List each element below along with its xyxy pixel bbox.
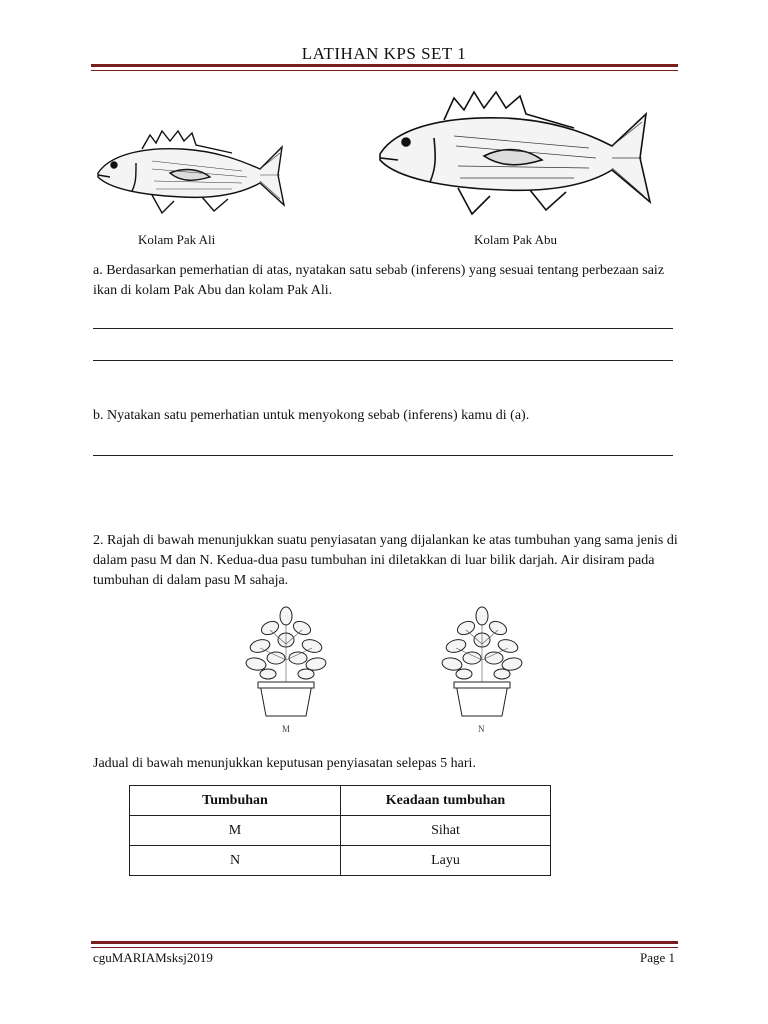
table-cell: Layu — [341, 846, 551, 876]
header-rule-thick — [91, 64, 678, 67]
answer-line-1a-2 — [93, 360, 673, 361]
plant-m-label: M — [282, 724, 291, 734]
footer-page-number: Page 1 — [639, 950, 675, 965]
answer-line-1a-1 — [93, 328, 673, 329]
table-row — [130, 846, 551, 876]
header-rule-thin — [91, 70, 678, 71]
fish-caption-right: Kolam Pak Abu — [474, 232, 558, 247]
table-header-row — [130, 786, 551, 816]
plant-n-illustration — [436, 604, 528, 738]
footer-rule-thick — [91, 941, 678, 944]
footer-rule-thin — [91, 947, 678, 948]
small-fish-illustration — [92, 125, 288, 220]
large-fish-illustration — [374, 86, 654, 222]
fish-caption-left: Kolam Pak Ali — [138, 232, 216, 247]
table-cell: N — [130, 846, 341, 876]
plant-n-label: N — [478, 724, 485, 734]
results-table — [129, 785, 551, 876]
table-header-cell: Keadaan tumbuhan — [341, 786, 551, 816]
question-1b-text: b. Nyatakan satu pemerhatian untuk menyokong sebab (inferens) kamu di (a). — [93, 408, 530, 423]
footer-left-text: cguMARIAMsksj2019 — [93, 950, 213, 965]
table-header-cell: Tumbuhan — [130, 786, 341, 816]
table-row — [130, 816, 551, 846]
plant-m-illustration — [240, 604, 332, 738]
table-cell: Sihat — [341, 816, 551, 846]
question-1a-text: a. Berdasarkan pemerhatian di atas, nyatakan satu sebab (inferens) yang sesuai tentang perbezaan saiz ikan di kolam Pak Abu dan kolam Pak Ali. — [93, 263, 665, 298]
table-cell: M — [130, 816, 341, 846]
page-title: LATIHAN KPS SET 1 — [301, 44, 467, 63]
answer-line-1b — [93, 455, 673, 456]
question-2-text: 2. Rajah di bawah menunjukkan suatu penyiasatan yang dijalankan ke atas tumbuhan yang sama jenis di dalam pasu M dan N. Kedua-dua pasu tumbuhan ini diletakkan di luar bilik darjah. Air disiram pada tumbuhan di dalam pasu M sahaja. — [93, 533, 678, 588]
table-intro-text: Jadual di bawah menunjukkan keputusan penyiasatan selepas 5 hari. — [93, 756, 476, 771]
